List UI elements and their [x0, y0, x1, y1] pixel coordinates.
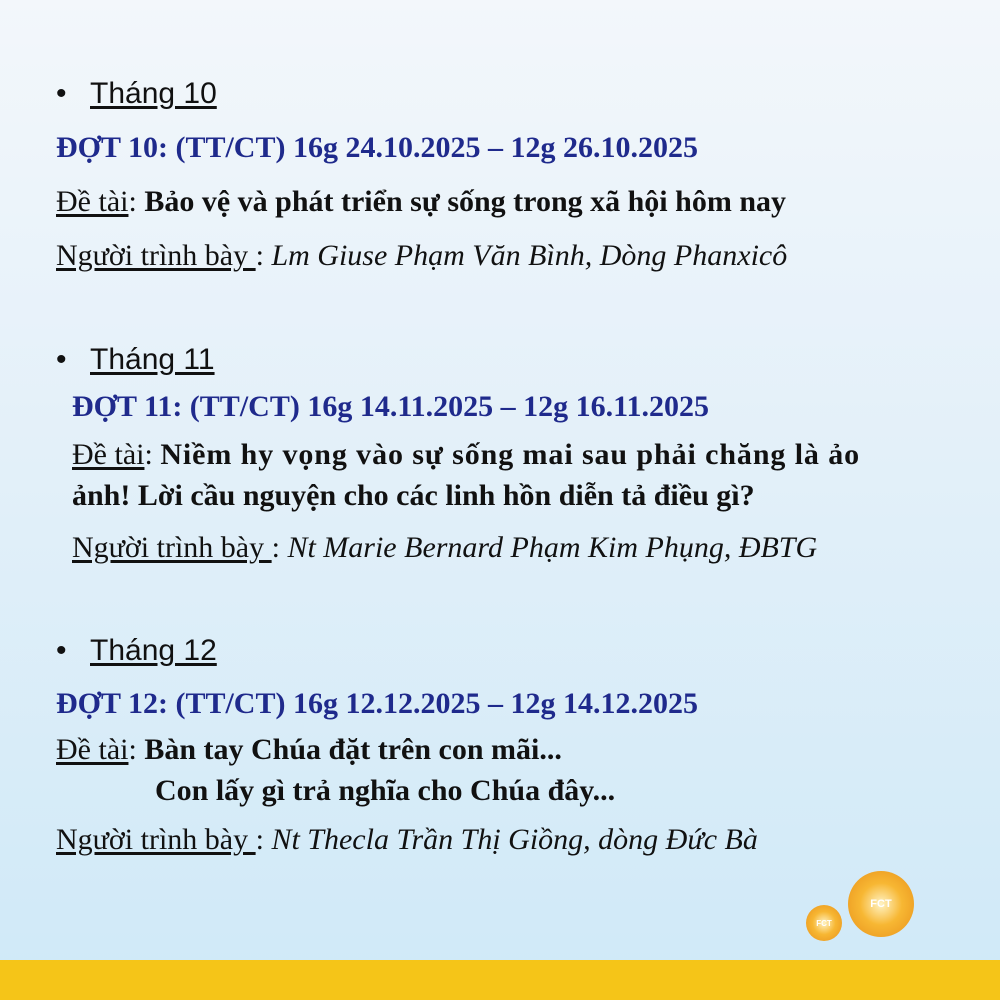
speaker-row [56, 822, 758, 858]
speaker-separator: : [255, 239, 272, 272]
speaker-row [72, 530, 817, 566]
topic-text-line-2: ảnh! Lời cầu nguyện cho các linh hồn diễn tả điều gì? [72, 479, 755, 512]
topic-row [56, 184, 786, 220]
dot-title: ĐỢT 10: (TT/CT) 16g 24.10.2025 – 12g 26.10.2025 [56, 131, 698, 164]
speaker-name: Lm Giuse Phạm Văn Bình, Dòng Phanxicô [271, 239, 788, 272]
speaker-name: Nt Marie Bernard Phạm Kim Phụng, ĐBTG [287, 531, 818, 564]
footer-bar [0, 960, 1000, 1000]
bullet-icon: • [56, 343, 67, 376]
topic-text-line-1: Bàn tay Chúa đặt trên con mãi... [144, 733, 562, 766]
month-label: Tháng 12 [90, 634, 217, 667]
month-heading [56, 76, 217, 112]
logo-small-text: FCT [816, 918, 832, 928]
topic-label: Đề tài [56, 733, 129, 766]
speaker-separator: : [271, 531, 288, 564]
topic-text-line-2: Con lấy gì trả nghĩa cho Chúa đây... [155, 774, 616, 807]
topic-row-continued [72, 478, 755, 514]
month-heading [56, 342, 215, 378]
speaker-label: Người trình bày [56, 823, 256, 856]
topic-row [56, 732, 562, 768]
topic-text-line-1: Niềm hy vọng vào sự sống mai sau phải chăng là ảo [160, 438, 861, 471]
month-label: Tháng 10 [90, 77, 217, 110]
topic-row-continued [155, 773, 615, 809]
topic-label: Đề tài [56, 185, 129, 218]
bullet-icon: • [56, 634, 67, 667]
topic-label: Đề tài [72, 438, 145, 471]
topic-row [72, 437, 860, 473]
speaker-row [56, 238, 787, 274]
topic-separator: : [144, 438, 161, 471]
dot-title: ĐỢT 12: (TT/CT) 16g 12.12.2025 – 12g 14.12.2025 [56, 687, 698, 720]
speaker-name: Nt Thecla Trần Thị Giồng, dòng Đức Bà [271, 823, 758, 856]
month-heading [56, 633, 217, 669]
topic-text: Bảo vệ và phát triển sự sống trong xã hội hôm nay [144, 185, 787, 218]
bullet-icon: • [56, 77, 67, 110]
speaker-separator: : [255, 823, 272, 856]
logo-large-text: FCT [870, 898, 892, 910]
speaker-label: Người trình bày [56, 239, 256, 272]
fct-logo-large [848, 871, 914, 937]
topic-separator: : [128, 733, 145, 766]
fct-logo-small [806, 905, 842, 941]
topic-separator: : [128, 185, 145, 218]
speaker-label: Người trình bày [72, 531, 272, 564]
dot-title: ĐỢT 11: (TT/CT) 16g 14.11.2025 – 12g 16.11.2025 [72, 390, 710, 423]
month-label: Tháng 11 [90, 343, 215, 376]
